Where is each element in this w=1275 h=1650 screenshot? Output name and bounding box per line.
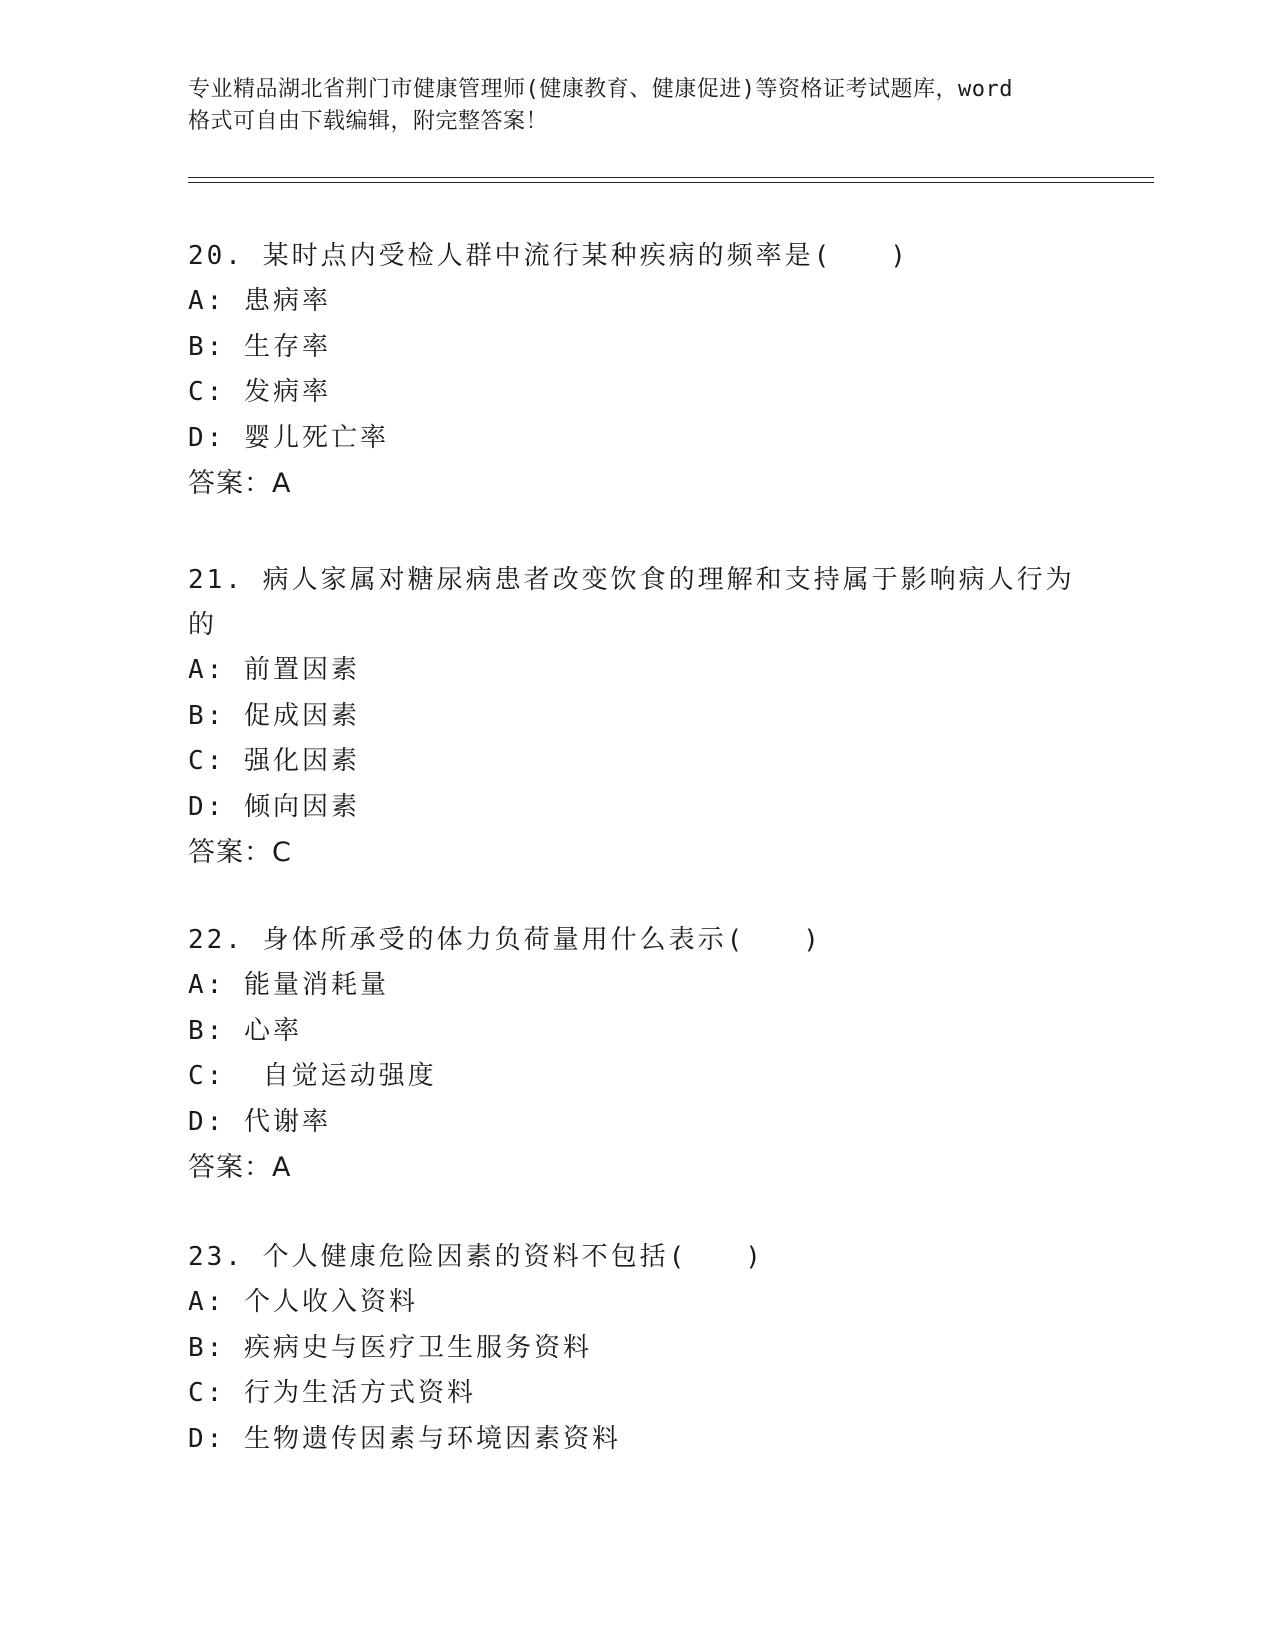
option-b: B: 疾病史与医疗卫生服务资料 bbox=[188, 1332, 592, 1363]
option-b: B: 生存率 bbox=[188, 331, 331, 362]
option-c: C: 强化因素 bbox=[188, 746, 360, 776]
answer: 答案：A bbox=[188, 468, 292, 499]
question-stem: 22. 身体所承受的体力负荷量用什么表示( ) bbox=[188, 925, 822, 955]
option-d: D: 代谢率 bbox=[188, 1106, 331, 1137]
option-c: C: 行为生活方式资料 bbox=[188, 1378, 476, 1408]
option-c: C: 自觉运动强度 bbox=[188, 1061, 437, 1091]
answer: 答案：C bbox=[188, 837, 292, 868]
question-stem: 21. 病人家属对糖尿病患者改变饮食的理解和支持属于影响病人行为的 bbox=[188, 565, 1075, 640]
header-divider-bottom bbox=[188, 182, 1154, 183]
answer: 答案：A bbox=[188, 1152, 292, 1183]
question-20 bbox=[188, 234, 1088, 506]
option-a: A: 前置因素 bbox=[188, 655, 360, 685]
question-stem: 20. 某时点内受检人群中流行某种疾病的频率是( ) bbox=[188, 241, 909, 271]
option-a: A: 能量消耗量 bbox=[188, 970, 389, 1000]
option-c: C: 发病率 bbox=[188, 377, 331, 407]
question-22 bbox=[188, 918, 1088, 1190]
option-d: D: 倾向因素 bbox=[188, 791, 360, 822]
option-b: B: 促成因素 bbox=[188, 700, 360, 731]
header-line-1: 专业精品湖北省荆门市健康管理师(健康教育、健康促进)等资格证考试题库，word bbox=[188, 77, 1013, 102]
option-a: A: 患病率 bbox=[188, 286, 331, 316]
option-b: B: 心率 bbox=[188, 1015, 302, 1046]
question-21 bbox=[188, 558, 1088, 875]
option-d: D: 婴儿死亡率 bbox=[188, 422, 389, 453]
document-header bbox=[188, 74, 1088, 138]
option-a: A: 个人收入资料 bbox=[188, 1287, 418, 1317]
question-23 bbox=[188, 1235, 1088, 1462]
option-d: D: 生物遗传因素与环境因素资料 bbox=[188, 1423, 621, 1454]
header-line-2: 格式可自由下载编辑，附完整答案！ bbox=[188, 109, 549, 134]
header-divider-top bbox=[188, 177, 1154, 178]
question-stem: 23. 个人健康危险因素的资料不包括( ) bbox=[188, 1242, 764, 1272]
